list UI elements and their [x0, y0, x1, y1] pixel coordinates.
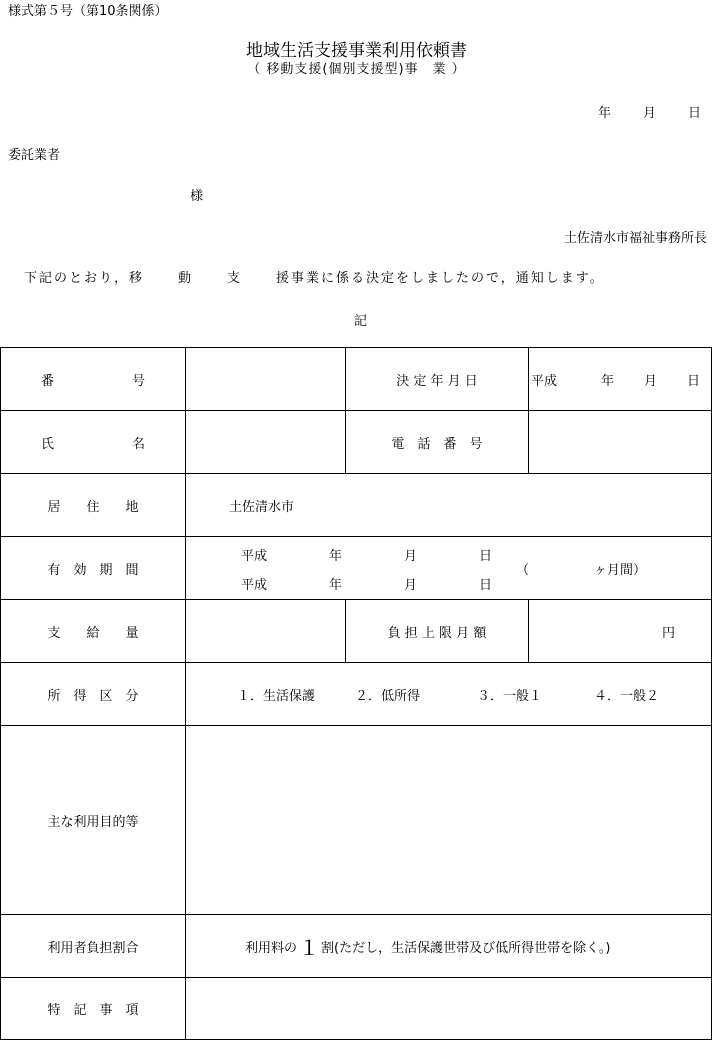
label-burden-ratio: 利用者負担割合: [47, 940, 139, 956]
address-field[interactable]: 土佐清水市: [229, 499, 295, 515]
special-notes-field[interactable]: [186, 978, 711, 1039]
income-option-2[interactable]: ２．低所得: [355, 688, 421, 704]
label-valid-period: 有 効 期 間: [47, 562, 139, 578]
burden-ratio-text: 利用料の １ 割(ただし，生活保護世帯及び低所得世帯を除く。): [245, 935, 611, 960]
number-field[interactable]: [186, 348, 345, 410]
name-field[interactable]: [186, 411, 345, 473]
label-income-class: 所 得 区 分: [47, 688, 139, 704]
honorific: 様: [190, 189, 204, 204]
notice-text: 下記のとおり，移 動 支 援事業に係る決定をしましたので，通知します。: [24, 271, 605, 286]
phone-field[interactable]: [529, 411, 711, 473]
label-address: 居 住 地: [47, 499, 139, 515]
label-purpose: 主な利用目的等: [47, 814, 139, 830]
label-phone: 電 話 番 号: [391, 436, 483, 452]
document-title: 地域生活支援事業利用依頼書: [246, 41, 467, 61]
label-burden-limit: 負 担 上 限 月 額: [387, 625, 487, 641]
valid-months[interactable]: （ ヶ月間）: [516, 562, 647, 578]
income-option-1[interactable]: １．生活保護: [237, 688, 316, 704]
label-name: 氏 名: [40, 436, 145, 452]
purpose-field[interactable]: [186, 726, 711, 914]
valid-to[interactable]: 平成 年 月 日: [241, 577, 493, 593]
income-option-4[interactable]: ４．一般２: [594, 688, 660, 704]
label-special-notes: 特 記 事 項: [47, 1003, 139, 1018]
date-month: 月: [643, 106, 657, 121]
decision-date-field[interactable]: 平成 年 月 日: [531, 373, 701, 389]
form-number: 様式第５号（第10条関係）: [8, 4, 168, 19]
form-table: [0, 347, 712, 1040]
issue-date: [598, 102, 701, 121]
document-subtitle: （ 移動支援(個別支援型)事 業 ）: [247, 62, 466, 77]
burden-limit-field[interactable]: 円: [661, 625, 675, 641]
date-year: 年: [598, 106, 612, 121]
label-supply-amount: 支 給 量: [47, 625, 139, 641]
issuer: 土佐清水市福祉事務所長: [563, 231, 707, 246]
income-option-3[interactable]: ３．一般１: [477, 688, 543, 704]
supply-amount-field[interactable]: [186, 600, 345, 662]
date-day: 日: [688, 106, 702, 121]
label-number: 番 号: [40, 373, 145, 389]
contractor-label: 委託業者: [8, 148, 61, 163]
ki-mark: 記: [354, 314, 368, 329]
valid-from[interactable]: 平成 年 月 日: [241, 548, 493, 564]
label-decision-date: 決 定 年 月 日: [396, 373, 478, 389]
